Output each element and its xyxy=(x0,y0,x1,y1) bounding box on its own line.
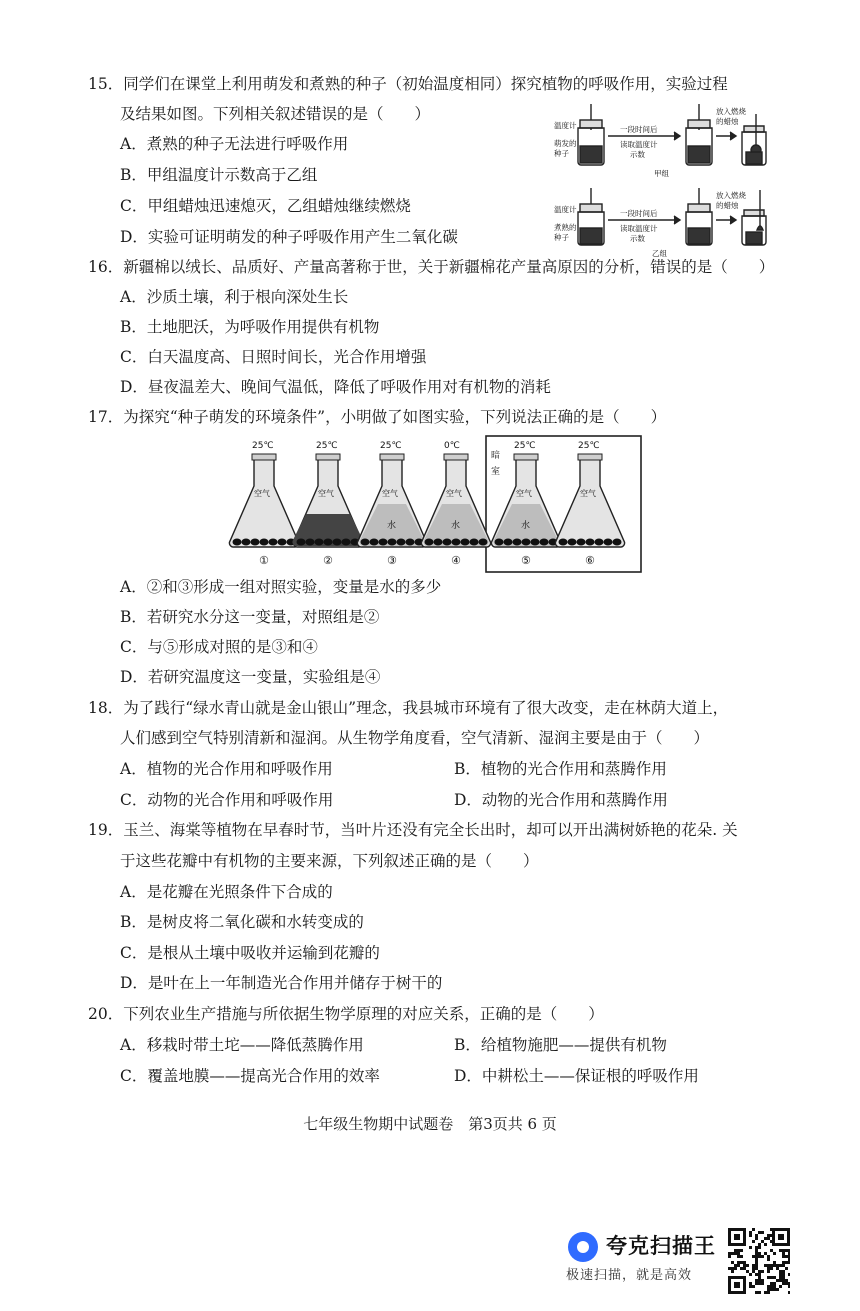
qr-module xyxy=(782,1249,785,1252)
q18-stem-line1: 18．为了践行“绿水青山就是金山银山”理念，我县城市环境有了很大改变，走在林荫大道上， xyxy=(88,699,729,717)
qr-module xyxy=(773,1261,776,1264)
qr-module xyxy=(767,1288,770,1291)
qr-module xyxy=(770,1264,773,1267)
q19-option-a: A．是花瓣在光照条件下合成的 xyxy=(120,883,333,901)
flask-temp-label: 25℃ xyxy=(380,441,402,451)
qr-module xyxy=(785,1249,788,1252)
seed xyxy=(559,539,568,546)
flask-number: ② xyxy=(323,554,333,567)
qr-module xyxy=(749,1285,752,1288)
q15-stem-line2: 及结果如图。下列相关叙述错误的是（ ） xyxy=(120,105,431,123)
flask-air-label: 空气 xyxy=(580,489,596,498)
scanner-brand-name: 夸克扫描王 xyxy=(606,1234,716,1258)
qr-module xyxy=(788,1291,790,1294)
flask-number: ③ xyxy=(387,554,397,567)
q15-fig-thermo-b: 温度计 xyxy=(554,205,577,214)
q15-stem-line1: 15．同学们在课堂上利用萌发和煮熟的种子（初始温度相同）探究植物的呼吸作用，实验过程 xyxy=(88,75,728,93)
seed xyxy=(242,539,251,546)
qr-module xyxy=(752,1267,755,1270)
flask-rim xyxy=(514,454,538,460)
seed xyxy=(260,539,269,546)
qr-module xyxy=(758,1243,761,1246)
qr-module xyxy=(755,1252,758,1255)
qr-module xyxy=(728,1252,731,1255)
qr-module xyxy=(761,1255,764,1258)
qr-module xyxy=(755,1279,758,1282)
qr-module xyxy=(755,1264,758,1267)
qr-module xyxy=(767,1255,770,1258)
qr-module xyxy=(767,1291,770,1294)
qr-module xyxy=(758,1282,761,1285)
flask-rim xyxy=(252,454,276,460)
qr-module xyxy=(776,1267,779,1270)
qr-module xyxy=(788,1255,790,1258)
q20-option-c: C．覆盖地膜——提高光合作用的效率 xyxy=(120,1067,380,1085)
seed xyxy=(233,539,242,546)
qr-module xyxy=(782,1279,785,1282)
flask-water-label: 水 xyxy=(451,521,461,531)
qr-module xyxy=(779,1279,782,1282)
qr-module xyxy=(770,1285,773,1288)
scanner-slogan: 极速扫描，就是高效 xyxy=(566,1268,693,1283)
qr-module xyxy=(782,1282,785,1285)
qr-module xyxy=(767,1264,770,1267)
qr-module xyxy=(755,1261,758,1264)
q19-option-d: D．是叶在上一年制造光合作用并储存于树干的 xyxy=(120,974,443,992)
qr-module xyxy=(758,1255,761,1258)
seed xyxy=(495,539,504,546)
qr-module xyxy=(779,1249,782,1252)
q15-fig-group-a: 甲组 xyxy=(654,169,669,178)
qr-module xyxy=(767,1270,770,1273)
seed xyxy=(586,539,595,546)
seed xyxy=(315,539,324,546)
q17-option-a: A．②和③形成一组对照实验，变量是水的多少 xyxy=(120,578,442,596)
q18-stem-line2: 人们感到空气特别清新和湿润。从生物学角度看，空气清新、湿润主要是由于（ ） xyxy=(120,729,710,747)
q15-option-d: D．实验可证明萌发的种子呼吸作用产生二氧化碳 xyxy=(120,228,458,246)
qr-module xyxy=(788,1285,790,1288)
qr-module xyxy=(752,1285,755,1288)
qr-module xyxy=(785,1279,788,1282)
qr-module xyxy=(782,1273,785,1276)
qr-module xyxy=(761,1279,764,1282)
qr-module xyxy=(743,1267,746,1270)
qr-module xyxy=(770,1288,773,1291)
qr-module xyxy=(770,1240,773,1243)
q15-fig-arrow3b-a: 的蜡烛 xyxy=(716,117,739,126)
flask-3 xyxy=(357,441,426,567)
seed xyxy=(324,539,333,546)
qr-module xyxy=(749,1273,752,1276)
flask-air-label: 空气 xyxy=(382,489,398,498)
qr-module xyxy=(749,1282,752,1285)
flask-1 xyxy=(229,441,298,567)
qr-module xyxy=(767,1258,770,1261)
flask-number: ⑥ xyxy=(585,554,595,567)
qr-module xyxy=(761,1231,764,1234)
qr-module xyxy=(737,1261,740,1264)
qr-module xyxy=(755,1267,758,1270)
seed xyxy=(540,539,549,546)
qr-module xyxy=(764,1291,767,1294)
flask-temp-label: 25℃ xyxy=(316,441,338,451)
qr-module xyxy=(752,1270,755,1273)
seed xyxy=(278,539,287,546)
qr-module xyxy=(767,1267,770,1270)
flask-5 xyxy=(491,441,560,567)
q15-fig-arrow3a-b: 放入燃烧 xyxy=(716,191,746,200)
qr-module xyxy=(761,1240,764,1243)
qr-module xyxy=(779,1273,782,1276)
qr-module xyxy=(758,1291,761,1294)
q17-figure xyxy=(226,434,644,574)
qr-module xyxy=(734,1282,740,1288)
q20-option-b: B．给植物施肥——提供有机物 xyxy=(454,1036,667,1054)
qr-module xyxy=(778,1234,784,1240)
qr-module xyxy=(776,1288,779,1291)
qr-module xyxy=(767,1285,770,1288)
qr-module xyxy=(770,1282,773,1285)
qr-module xyxy=(734,1264,737,1267)
qr-module xyxy=(770,1234,773,1237)
flask-number: ⑤ xyxy=(521,554,531,567)
seed xyxy=(333,539,342,546)
qr-module xyxy=(788,1258,790,1261)
qr-module xyxy=(734,1267,737,1270)
q15-fig-arrow2a-b: 读取温度计 xyxy=(620,224,658,233)
qr-module xyxy=(773,1252,776,1255)
qr-module xyxy=(755,1282,758,1285)
qr-module xyxy=(755,1237,758,1240)
qr-module xyxy=(764,1252,767,1255)
flask-temp-label: 25℃ xyxy=(578,441,600,451)
qr-module xyxy=(758,1231,761,1234)
q15-fig-arrow1-a: 一段时间后 xyxy=(620,125,658,134)
flask-rim xyxy=(578,454,602,460)
qr-module xyxy=(773,1288,776,1291)
qr-module xyxy=(758,1246,761,1249)
qr-module xyxy=(731,1252,734,1255)
qr-module xyxy=(788,1249,790,1252)
qr-module xyxy=(752,1240,755,1243)
seed xyxy=(504,539,513,546)
qr-module xyxy=(740,1249,743,1252)
seed xyxy=(251,539,260,546)
qr-module xyxy=(749,1246,752,1249)
qr-module xyxy=(737,1264,740,1267)
q19-option-b: B．是树皮将二氧化碳和水转变成的 xyxy=(120,913,364,931)
qr-module xyxy=(785,1261,788,1264)
q15-figure xyxy=(554,100,784,260)
seed xyxy=(397,539,406,546)
flask-body xyxy=(229,456,298,547)
qr-module xyxy=(785,1255,788,1258)
q16-option-d: D．昼夜温差大、晚间气温低，降低了呼吸作用对有机物的消耗 xyxy=(120,378,551,396)
qr-module xyxy=(782,1252,785,1255)
qr-module xyxy=(740,1261,743,1264)
q16-option-c: C．白天温度高、日照时间长，光合作用增强 xyxy=(120,348,427,366)
q18-option-c: C．动物的光合作用和呼吸作用 xyxy=(120,791,334,809)
q15-option-b: B．甲组温度计示数高于乙组 xyxy=(120,166,318,184)
q17-fig-dark-2: 室 xyxy=(491,467,501,477)
qr-module xyxy=(740,1267,743,1270)
qr-module xyxy=(767,1234,770,1237)
qr-module xyxy=(767,1276,770,1279)
qr-module xyxy=(782,1255,785,1258)
q15-fig-arrow2a-a: 读取温度计 xyxy=(620,140,658,149)
qr-module xyxy=(764,1243,767,1246)
q15-fig-arrow2b-b: 示数 xyxy=(630,234,645,243)
qr-module xyxy=(758,1270,761,1273)
q15-fig-sprout-1: 萌发的 xyxy=(554,139,577,148)
seed xyxy=(269,539,278,546)
flask-body xyxy=(555,456,624,547)
scanner-logo-icon xyxy=(568,1232,598,1262)
seed xyxy=(568,539,577,546)
qr-module xyxy=(788,1273,790,1276)
qr-module xyxy=(734,1234,740,1240)
q18-option-a: A．植物的光合作用和呼吸作用 xyxy=(120,760,333,778)
q15-fig-boiled-2: 种子 xyxy=(554,233,569,242)
qr-module xyxy=(755,1258,758,1261)
q15-fig-arrow1-b: 一段时间后 xyxy=(620,209,658,218)
qr-module xyxy=(773,1264,776,1267)
flask-rim xyxy=(444,454,468,460)
seed xyxy=(613,539,622,546)
qr-module xyxy=(749,1231,752,1234)
q15-fig-thermo-a: 温度计 xyxy=(554,121,577,130)
flask-2 xyxy=(292,441,363,567)
seed xyxy=(342,539,351,546)
seed xyxy=(361,539,370,546)
qr-module xyxy=(776,1279,779,1282)
qr-module xyxy=(743,1261,746,1264)
qr-module xyxy=(746,1270,749,1273)
qr-module xyxy=(755,1234,758,1237)
qr-module xyxy=(746,1264,749,1267)
seed xyxy=(522,539,531,546)
qr-module xyxy=(728,1267,731,1270)
qr-module xyxy=(755,1291,758,1294)
qr-module xyxy=(752,1264,755,1267)
q17-fig-dark-1: 暗 xyxy=(491,451,501,461)
qr-module xyxy=(737,1249,740,1252)
q16-stem: 16．新疆棉以绒长、品质好、产量高著称于世，关于新疆棉花产量高原因的分析，错误的是（ ） xyxy=(88,258,775,276)
q17-stem: 17．为探究“种子萌发的环境条件”，小明做了如图实验，下列说法正确的是（ ） xyxy=(88,408,667,426)
qr-module xyxy=(758,1273,761,1276)
seed xyxy=(370,539,379,546)
qr-module xyxy=(755,1255,758,1258)
qr-module xyxy=(782,1276,785,1279)
seed xyxy=(452,539,461,546)
qr-code-icon xyxy=(728,1228,790,1294)
q19-option-c: C．是根从土壤中吸收并运输到花瓣的 xyxy=(120,944,380,962)
flask-air-label: 空气 xyxy=(516,489,532,498)
qr-module xyxy=(755,1273,758,1276)
q15-fig-group-b: 乙组 xyxy=(652,249,667,258)
q20-stem: 20．下列农业生产措施与所依据生物学原理的对应关系，正确的是（ ） xyxy=(88,1005,604,1023)
qr-module xyxy=(779,1270,782,1273)
flask-air-label: 空气 xyxy=(446,489,462,498)
qr-module xyxy=(752,1255,755,1258)
qr-module xyxy=(788,1252,790,1255)
qr-module xyxy=(758,1279,761,1282)
flask-temp-label: 0℃ xyxy=(444,441,460,451)
q16-option-a: A．沙质土壤，利于根向深处生长 xyxy=(120,288,349,306)
q15-option-c: C．甲组蜡烛迅速熄灭，乙组蜡烛继续燃烧 xyxy=(120,197,411,215)
qr-module xyxy=(767,1237,770,1240)
qr-module xyxy=(788,1282,790,1285)
qr-module xyxy=(779,1276,782,1279)
seed xyxy=(306,539,315,546)
flask-temp-label: 25℃ xyxy=(514,441,536,451)
seed xyxy=(425,539,434,546)
qr-module xyxy=(773,1282,776,1285)
seed xyxy=(388,539,397,546)
qr-module xyxy=(770,1267,773,1270)
qr-module xyxy=(785,1282,788,1285)
qr-module xyxy=(734,1249,737,1252)
q15-option-a: A．煮熟的种子无法进行呼吸作用 xyxy=(120,135,349,153)
seed xyxy=(443,539,452,546)
flask-rim xyxy=(380,454,404,460)
seed xyxy=(379,539,388,546)
seed xyxy=(531,539,540,546)
flask-water-label: 水 xyxy=(521,521,531,531)
q15-fig-boiled-1: 煮熟的 xyxy=(554,223,577,232)
qr-module xyxy=(761,1282,764,1285)
flask-temp-label: 25℃ xyxy=(252,441,274,451)
q15-fig-arrow3b-b: 的蜡烛 xyxy=(716,201,739,210)
q20-option-a: A．移栽时带土坨——降低蒸腾作用 xyxy=(120,1036,364,1054)
seed xyxy=(434,539,443,546)
flask-number: ① xyxy=(259,554,269,567)
qr-module xyxy=(779,1285,782,1288)
qr-module xyxy=(755,1249,758,1252)
q15-fig-sprout-2: 种子 xyxy=(554,149,569,158)
q19-stem-line1: 19．玉兰、海棠等植物在早春时节，当叶片还没有完全长出时，却可以开出满树娇艳的花朵. 关 xyxy=(88,821,738,839)
qr-module xyxy=(764,1237,767,1240)
flask-air-label: 空气 xyxy=(254,489,270,498)
qr-module xyxy=(737,1252,740,1255)
qr-module xyxy=(773,1285,776,1288)
qr-module xyxy=(737,1255,740,1258)
flask-6 xyxy=(555,441,624,567)
qr-module xyxy=(755,1246,758,1249)
q17-option-b: B．若研究水分这一变量，对照组是② xyxy=(120,608,380,626)
qr-module xyxy=(728,1255,731,1258)
qr-module xyxy=(761,1270,764,1273)
seed xyxy=(297,539,306,546)
flask-number: ④ xyxy=(451,554,461,567)
seed xyxy=(470,539,479,546)
q16-option-b: B．土地肥沃，为呼吸作用提供有机物 xyxy=(120,318,380,336)
flask-4 xyxy=(421,441,490,567)
qr-module xyxy=(752,1228,755,1231)
qr-module xyxy=(782,1270,785,1273)
page-footer: 七年级生物期中试题卷 第3页共 6 页 xyxy=(303,1115,557,1133)
qr-module xyxy=(734,1252,737,1255)
qr-module xyxy=(770,1249,773,1252)
qr-module xyxy=(782,1264,785,1267)
q18-option-b: B．植物的光合作用和蒸腾作用 xyxy=(454,760,667,778)
flask-air-label: 空气 xyxy=(318,489,334,498)
q18-option-d: D．动物的光合作用和蒸腾作用 xyxy=(454,791,668,809)
seed xyxy=(479,539,488,546)
seed xyxy=(604,539,613,546)
q19-stem-line2: 于这些花瓣中有机物的主要来源，下列叙述正确的是（ ） xyxy=(120,852,539,870)
qr-module xyxy=(785,1267,788,1270)
seed xyxy=(595,539,604,546)
flask-water-label: 水 xyxy=(387,521,397,531)
qr-module xyxy=(731,1261,734,1264)
qr-module xyxy=(749,1234,752,1237)
qr-module xyxy=(779,1264,782,1267)
q20-option-d: D．中耕松土——保证根的呼吸作用 xyxy=(454,1067,699,1085)
q15-fig-arrow3a-a: 放入燃烧 xyxy=(716,107,746,116)
qr-module xyxy=(773,1276,776,1279)
q17-option-d: D．若研究温度这一变量，实验组是④ xyxy=(120,668,381,686)
flask-rim xyxy=(316,454,340,460)
q15-fig-arrow2b-a: 示数 xyxy=(630,150,645,159)
seed xyxy=(461,539,470,546)
qr-module xyxy=(758,1276,761,1279)
qr-module xyxy=(758,1252,761,1255)
qr-module xyxy=(788,1261,790,1264)
seed xyxy=(406,539,415,546)
seed xyxy=(513,539,522,546)
qr-module xyxy=(743,1264,746,1267)
seed xyxy=(577,539,586,546)
qr-module xyxy=(782,1261,785,1264)
q17-option-c: C．与⑤形成对照的是③和④ xyxy=(120,638,318,656)
qr-module xyxy=(731,1267,734,1270)
qr-module xyxy=(776,1264,779,1267)
qr-module xyxy=(764,1264,767,1267)
qr-module xyxy=(770,1228,773,1231)
qr-module xyxy=(770,1276,773,1279)
qr-module xyxy=(740,1255,743,1258)
qr-module xyxy=(731,1270,734,1273)
